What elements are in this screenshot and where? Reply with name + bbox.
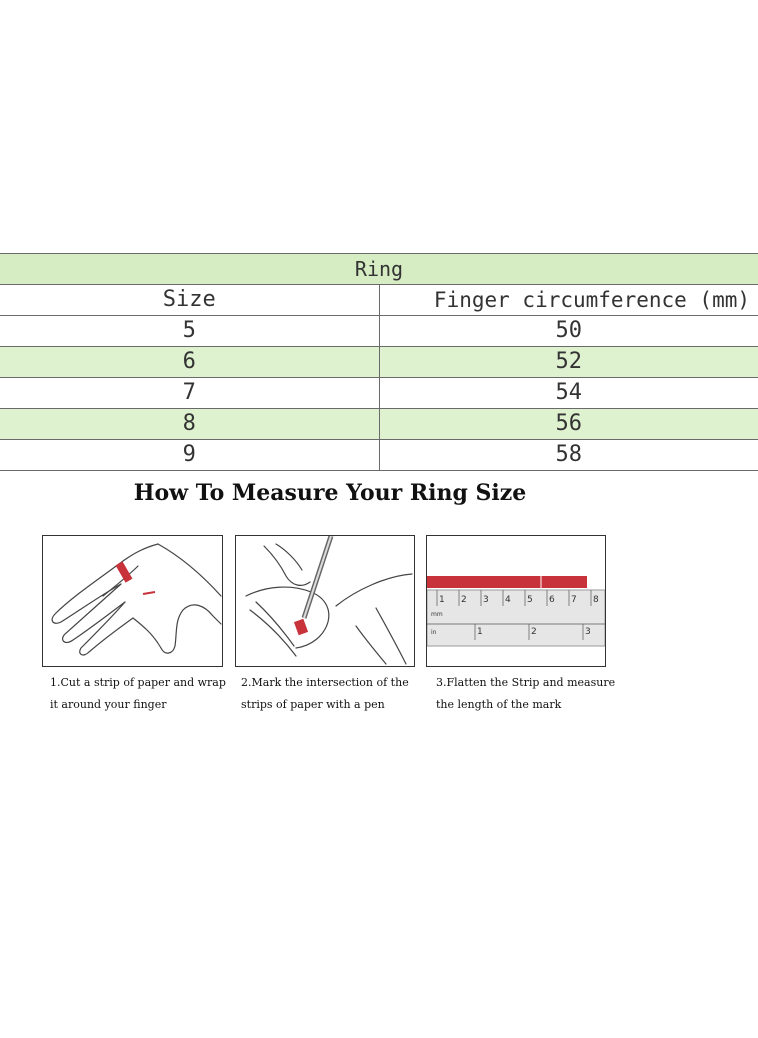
row-circumference: 54 xyxy=(379,378,758,409)
ruler-unit-mm: mm xyxy=(431,611,443,618)
row-size: 9 xyxy=(0,440,379,471)
step-2-line-2: strips of paper with a pen xyxy=(241,698,385,711)
ruler-tick-label: 3 xyxy=(483,595,489,605)
step-2-line-1: 2.Mark the intersection of the xyxy=(241,676,409,689)
row-size: 5 xyxy=(0,316,379,347)
header-circumference: Finger circumference (mm) xyxy=(379,285,758,316)
pen-mark-icon xyxy=(236,536,414,666)
step-2-panel xyxy=(235,535,415,667)
table-header-row xyxy=(0,285,758,316)
step-3-panel xyxy=(426,535,606,667)
ruler-tick-label: 8 xyxy=(593,595,599,605)
table-row xyxy=(0,440,758,471)
step-1-text xyxy=(50,672,226,716)
ruler-tick-label: 7 xyxy=(571,595,577,605)
table-row xyxy=(0,347,758,378)
ruler-tick-label: 5 xyxy=(527,595,533,605)
row-size: 7 xyxy=(0,378,379,409)
hand-wrap-paper-icon xyxy=(43,536,222,666)
step-1-line-1: 1.Cut a strip of paper and wrap xyxy=(50,676,226,689)
step-2-text xyxy=(241,672,409,716)
ruler-tick-label: 3 xyxy=(585,627,591,637)
step-1-panel xyxy=(42,535,223,667)
ruler-icon xyxy=(427,536,605,666)
table-title: Ring xyxy=(0,254,758,285)
table-row xyxy=(0,378,758,409)
ruler-tick-label: 4 xyxy=(505,595,511,605)
ruler-tick-label: 6 xyxy=(549,595,555,605)
row-circumference: 52 xyxy=(379,347,758,378)
table-title-row xyxy=(0,254,758,285)
row-size: 8 xyxy=(0,409,379,440)
header-size: Size xyxy=(0,285,379,316)
ring-size-table xyxy=(0,253,758,471)
guide-title: How To Measure Your Ring Size xyxy=(133,480,527,506)
ruler-tick-label: 1 xyxy=(439,595,445,605)
step-1-line-2: it around your finger xyxy=(50,698,167,711)
ruler-tick-label: 2 xyxy=(531,627,537,637)
ruler-unit-in: in xyxy=(431,629,437,636)
step-3-text xyxy=(436,672,615,716)
table-row xyxy=(0,316,758,347)
row-circumference: 50 xyxy=(379,316,758,347)
ruler-tick-label: 2 xyxy=(461,595,467,605)
row-size: 6 xyxy=(0,347,379,378)
step-3-line-2: the length of the mark xyxy=(436,698,562,711)
table-row xyxy=(0,409,758,440)
step-3-line-1: 3.Flatten the Strip and measure xyxy=(436,676,616,689)
ruler-tick-label: 1 xyxy=(477,627,483,637)
row-circumference: 56 xyxy=(379,409,758,440)
row-circumference: 58 xyxy=(379,440,758,471)
